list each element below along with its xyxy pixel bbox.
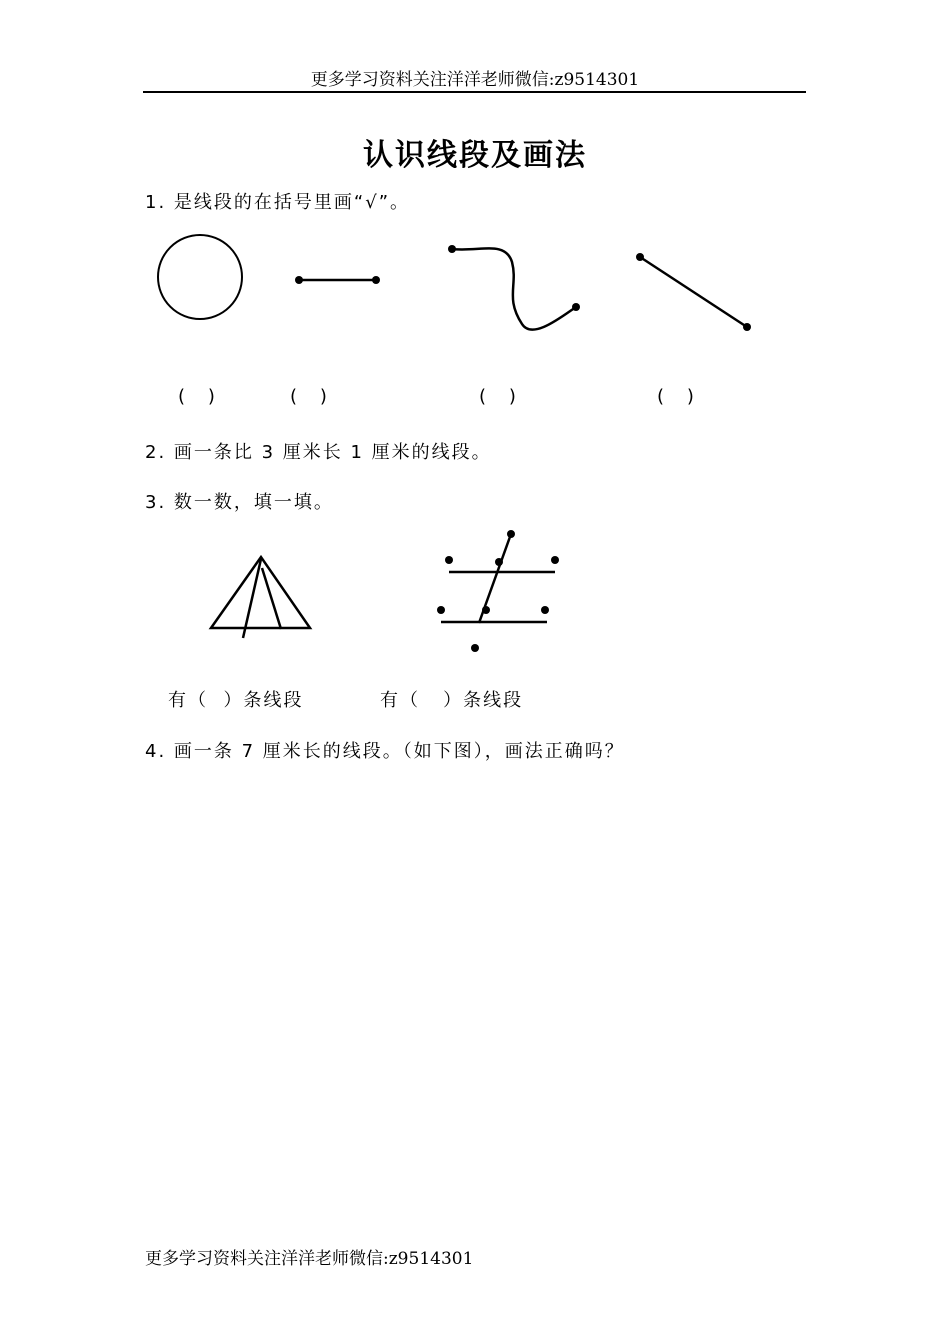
question-3-prompt: 3. 数一数，填一填。: [145, 492, 334, 513]
q3-lines-points-figure: [437, 530, 559, 652]
question-4-prompt: 4. 画一条 7 厘米长的线段。（如下图），画法正确吗？: [145, 741, 625, 762]
question-1-prompt: 1. 是线段的在括号里画“√”。: [145, 192, 411, 213]
q1-answer-bracket-3[interactable]: ( ): [479, 386, 516, 407]
q1-diagonal-segment-figure: [636, 253, 751, 331]
q1-circle-figure: [158, 235, 242, 319]
q1-answer-bracket-1[interactable]: ( ): [178, 386, 215, 407]
q3-triangle-figure: [211, 557, 310, 638]
q3-answer-1[interactable]: 有（ ）条线段: [168, 690, 304, 711]
page-header: 更多学习资料关注洋洋老师微信:z9514301: [310, 70, 640, 90]
question-2-prompt: 2. 画一条比 3 厘米长 1 厘米的线段。: [145, 442, 492, 463]
q1-segment-figure: [295, 276, 380, 284]
q1-answer-bracket-4[interactable]: ( ): [657, 386, 694, 407]
q3-answer-2[interactable]: 有（ ）条线段: [380, 690, 524, 711]
page-title: 认识线段及画法: [363, 138, 587, 173]
page-footer: 更多学习资料关注洋洋老师微信:z9514301: [145, 1249, 474, 1269]
q1-answer-bracket-2[interactable]: ( ): [290, 386, 327, 407]
q1-curve-figure: [448, 245, 580, 330]
